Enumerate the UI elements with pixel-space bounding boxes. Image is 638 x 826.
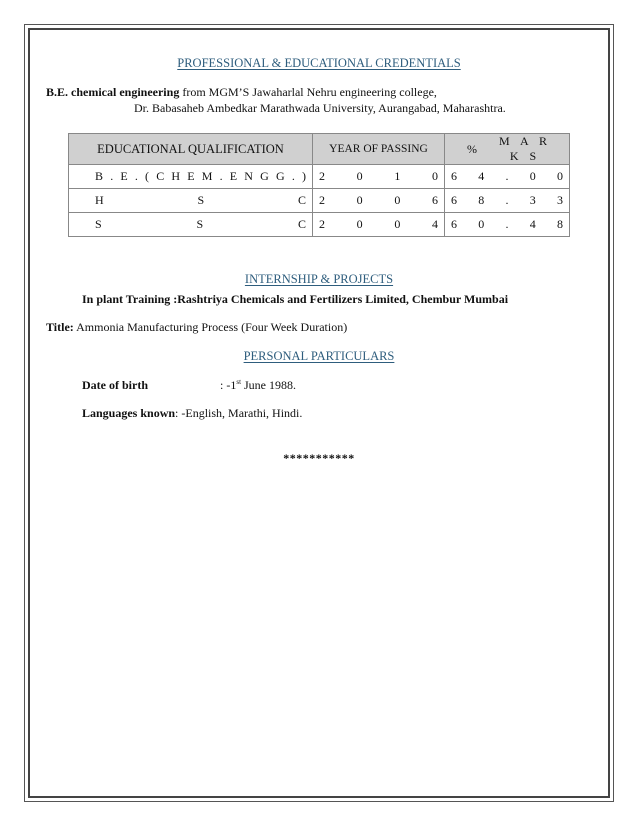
training-value: Rashtriya Chemicals and Fertilizers Limited, Chembur Mumbai xyxy=(177,292,509,306)
header-year: YEAR OF PASSING xyxy=(313,134,445,165)
dob-value: : -1st June 1988. xyxy=(220,378,297,392)
title-label: Title: xyxy=(46,320,74,334)
marks-cell: 6 4 . 0 0 xyxy=(445,165,570,189)
footer-stars: *********** xyxy=(283,451,355,465)
qualification-cell: H S C xyxy=(69,189,313,213)
table-row xyxy=(69,165,570,189)
degree-university: Dr. Babasaheb Ambedkar Marathwada University, Aurangabad, Maharashtra. xyxy=(134,101,506,115)
personal-heading: PERSONAL PARTICULARS xyxy=(243,349,395,363)
qualification-cell: S S C xyxy=(69,213,313,237)
internship-heading: INTERNSHIP & PROJECTS xyxy=(244,272,394,286)
header-qualification: EDUCATIONAL QUALIFICATION xyxy=(69,134,313,165)
credentials-heading: PROFESSIONAL & EDUCATIONAL CREDENTIALS xyxy=(177,56,461,70)
training-line xyxy=(82,292,508,307)
year-cell: 2 0 0 6 xyxy=(313,189,445,213)
year-cell: 2 0 1 0 xyxy=(313,165,445,189)
table-row xyxy=(69,189,570,213)
table-row xyxy=(69,213,570,237)
training-label: In plant Training : xyxy=(82,292,178,306)
degree-name: B.E. chemical engineering xyxy=(46,85,180,99)
qualification-table xyxy=(68,133,570,237)
table-header-row xyxy=(69,134,570,165)
languages-line xyxy=(82,406,302,421)
qualification-cell: B . E . ( C H E M . E N G G . ) xyxy=(69,165,313,189)
year-cell: 2 0 0 4 xyxy=(313,213,445,237)
dob-label: Date of birth xyxy=(82,378,148,392)
languages-value: : -English, Marathi, Hindi. xyxy=(175,406,303,420)
degree-line-1 xyxy=(46,85,437,100)
marks-cell: 6 0 . 4 8 xyxy=(445,213,570,237)
title-value: Ammonia Manufacturing Process (Four Week Duration) xyxy=(73,320,348,334)
degree-college: from MGM’S Jawaharlal Nehru engineering college, xyxy=(179,85,437,99)
languages-label: Languages known xyxy=(82,406,176,420)
marks-cell: 6 8 . 3 3 xyxy=(445,189,570,213)
header-marks: % M A R K S xyxy=(445,134,570,165)
title-line xyxy=(46,320,347,335)
dob-line xyxy=(82,378,148,393)
